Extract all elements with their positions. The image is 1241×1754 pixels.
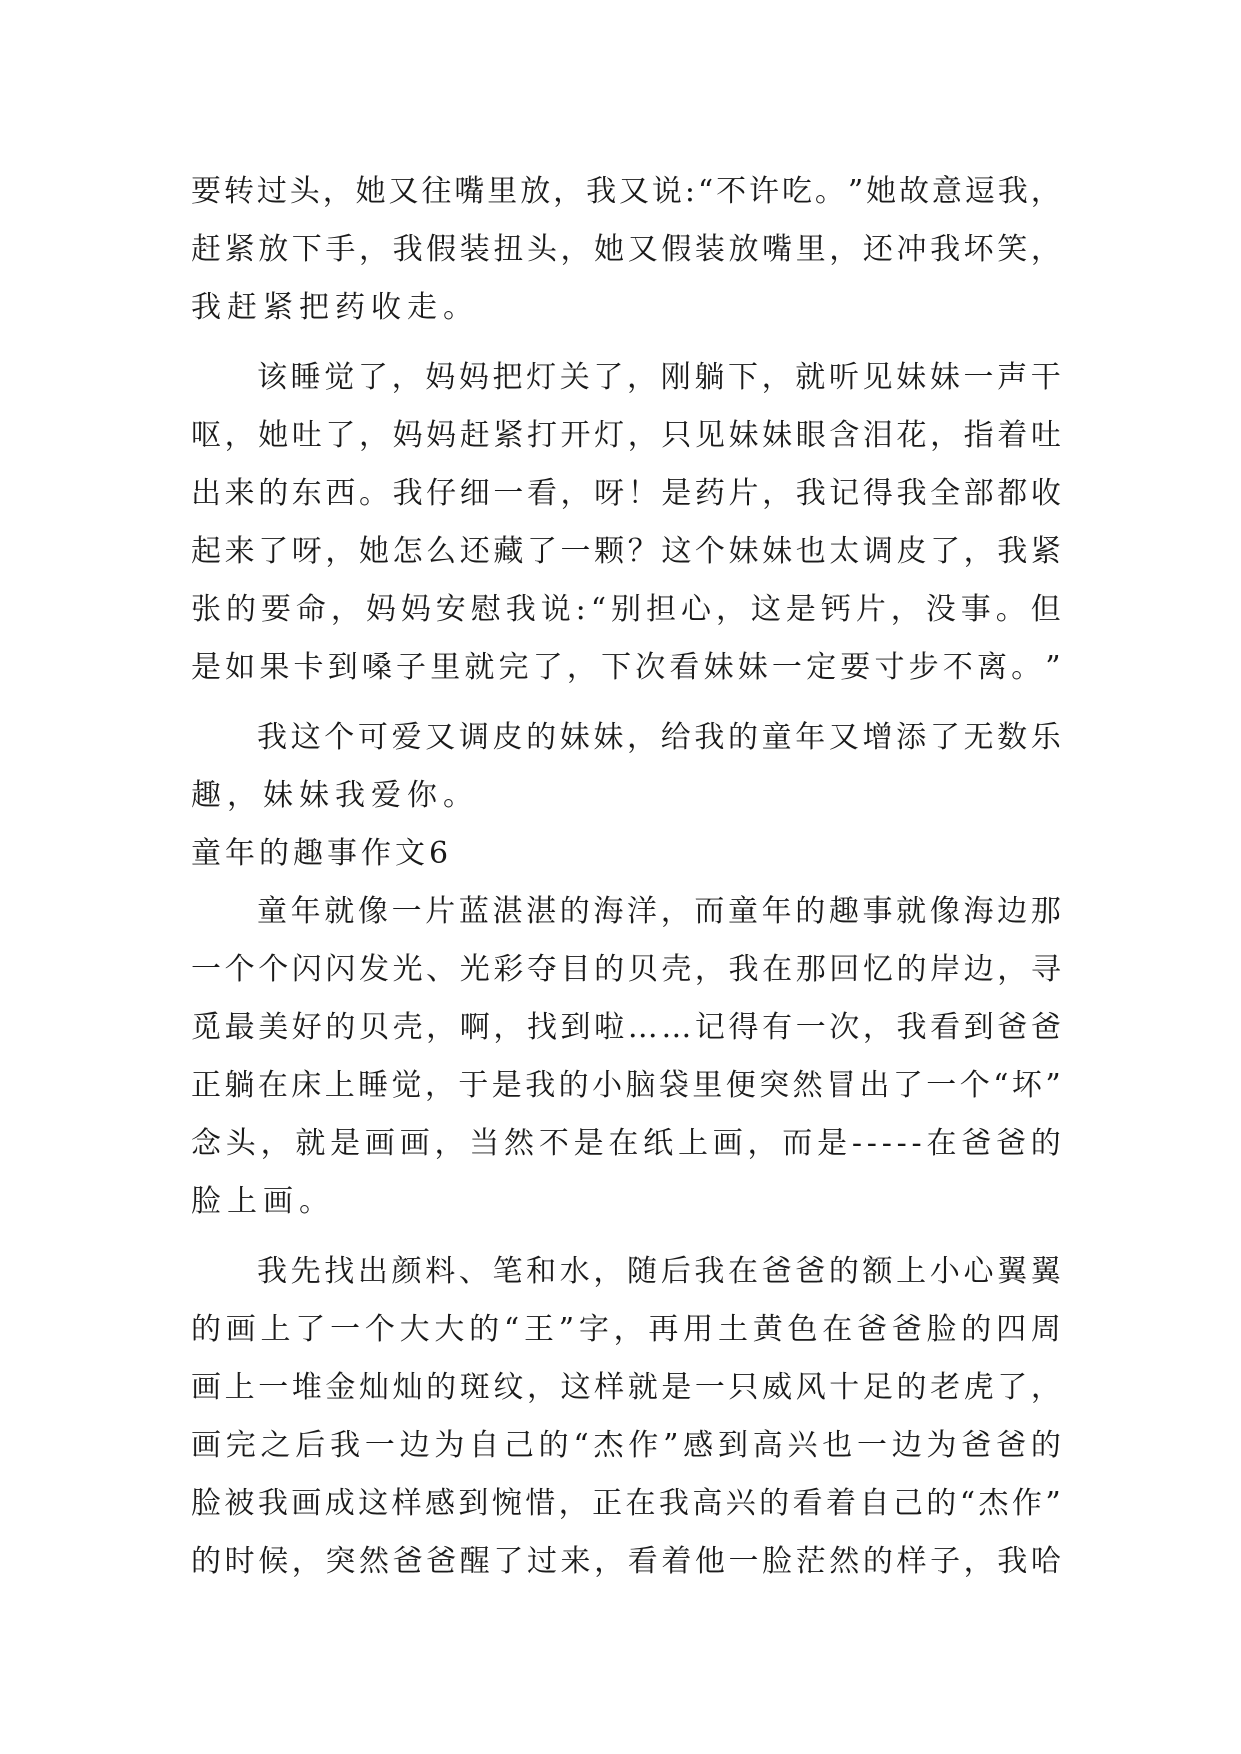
paragraph: [191, 349, 1061, 697]
text-line: 我赶紧把药收走。: [191, 290, 479, 325]
heading-text: 童年的趣事作文6: [191, 836, 453, 871]
text-line: 起 来 了 呀 ， 她 怎 么 还 藏 了 一 颗 ？ 这 个 妹 妹 也 太 调 皮 了 ， 我 紧: [191, 534, 1061, 569]
text-line: 出 来 的 东 西 。 我 仔 细 一 看 ， 呀 ！ 是 药 片 ， 我 记 得 我 全 部 都 收: [191, 476, 1061, 511]
paragraph: [191, 1243, 1061, 1591]
text-line: 是 如 果 卡 到 嗓 子 里 就 完 了 ， 下 次 看 妹 妹 一 定 要 寸 步 不 离 。 ”: [191, 650, 1061, 685]
text-line: 我 这 个 可 爱 又 调 皮 的 妹 妹 ， 给 我 的 童 年 又 增 添 了 无 数 乐: [257, 720, 1061, 755]
text-line: 念 头 ， 就 是 画 画 ， 当 然 不 是 在 纸 上 画 ， 而 是 - - - - - 在 爸 爸 的: [191, 1126, 1061, 1161]
text-line: 趣，妹妹我爱你。: [191, 778, 479, 813]
section-heading: [191, 825, 1061, 883]
text-line: 要 转 过 头 ， 她 又 往 嘴 里 放 ， 我 又 说 : “ 不 许 吃 。 ” 她 故 意 逗 我 ，: [191, 174, 1061, 209]
paragraph-spacer: [191, 697, 1061, 709]
paragraph: [191, 709, 1061, 825]
text-line: 赶 紧 放 下 手 ， 我 假 装 扭 头 ， 她 又 假 装 放 嘴 里 ， 还 冲 我 坏 笑 ，: [191, 232, 1061, 267]
text-line: 脸上画。: [191, 1184, 335, 1219]
text-line: 正 躺 在 床 上 睡 觉 ， 于 是 我 的 小 脑 袋 里 便 突 然 冒 出 了 一 个 “ 坏 ”: [191, 1068, 1061, 1103]
text-line: 我 先 找 出 颜 料 、 笔 和 水 ， 随 后 我 在 爸 爸 的 额 上 小 心 翼 翼: [257, 1254, 1061, 1289]
text-line: 张 的 要 命 ， 妈 妈 安 慰 我 说 : “ 别 担 心 ， 这 是 钙 片 ， 没 事 。 但: [191, 592, 1061, 627]
text-line: 一 个 个 闪 闪 发 光 、 光 彩 夺 目 的 贝 壳 ， 我 在 那 回 忆 的 岸 边 ， 寻: [191, 952, 1061, 987]
text-line: 该 睡 觉 了 ， 妈 妈 把 灯 关 了 ， 刚 躺 下 ， 就 听 见 妹 妹 一 声 干: [257, 360, 1061, 395]
paragraph-spacer: [191, 337, 1061, 349]
document-body: [191, 163, 1061, 1591]
text-line: 画 上 一 堆 金 灿 灿 的 斑 纹 ， 这 样 就 是 一 只 威 风 十 足 的 老 虎 了 ，: [191, 1370, 1061, 1405]
text-line: 童 年 就 像 一 片 蓝 湛 湛 的 海 洋 ， 而 童 年 的 趣 事 就 像 海 边 那: [257, 894, 1061, 929]
text-line: 的 时 候 ， 突 然 爸 爸 醒 了 过 来 ， 看 着 他 一 脸 茫 然 的 样 子 ， 我 哈: [191, 1544, 1061, 1579]
text-line: 的 画 上 了 一 个 大 大 的 “ 王 ” 字 ， 再 用 土 黄 色 在 爸 爸 脸 的 四 周: [191, 1312, 1061, 1347]
paragraph: [191, 163, 1061, 337]
text-line: 觅 最 美 好 的 贝 壳 ， 啊 ， 找 到 啦 … … 记 得 有 一 次 ， 我 看 到 爸 爸: [191, 1010, 1061, 1045]
paragraph: [191, 883, 1061, 1231]
text-line: 画 完 之 后 我 一 边 为 自 己 的 “ 杰 作 ” 感 到 高 兴 也 一 边 为 爸 爸 的: [191, 1428, 1061, 1463]
paragraph-spacer: [191, 1231, 1061, 1243]
text-line: 脸 被 我 画 成 这 样 感 到 惋 惜 ， 正 在 我 高 兴 的 看 着 自 己 的 “ 杰 作 ”: [191, 1486, 1061, 1521]
text-line: 呕 ， 她 吐 了 ， 妈 妈 赶 紧 打 开 灯 ， 只 见 妹 妹 眼 含 泪 花 ， 指 着 吐: [191, 418, 1061, 453]
